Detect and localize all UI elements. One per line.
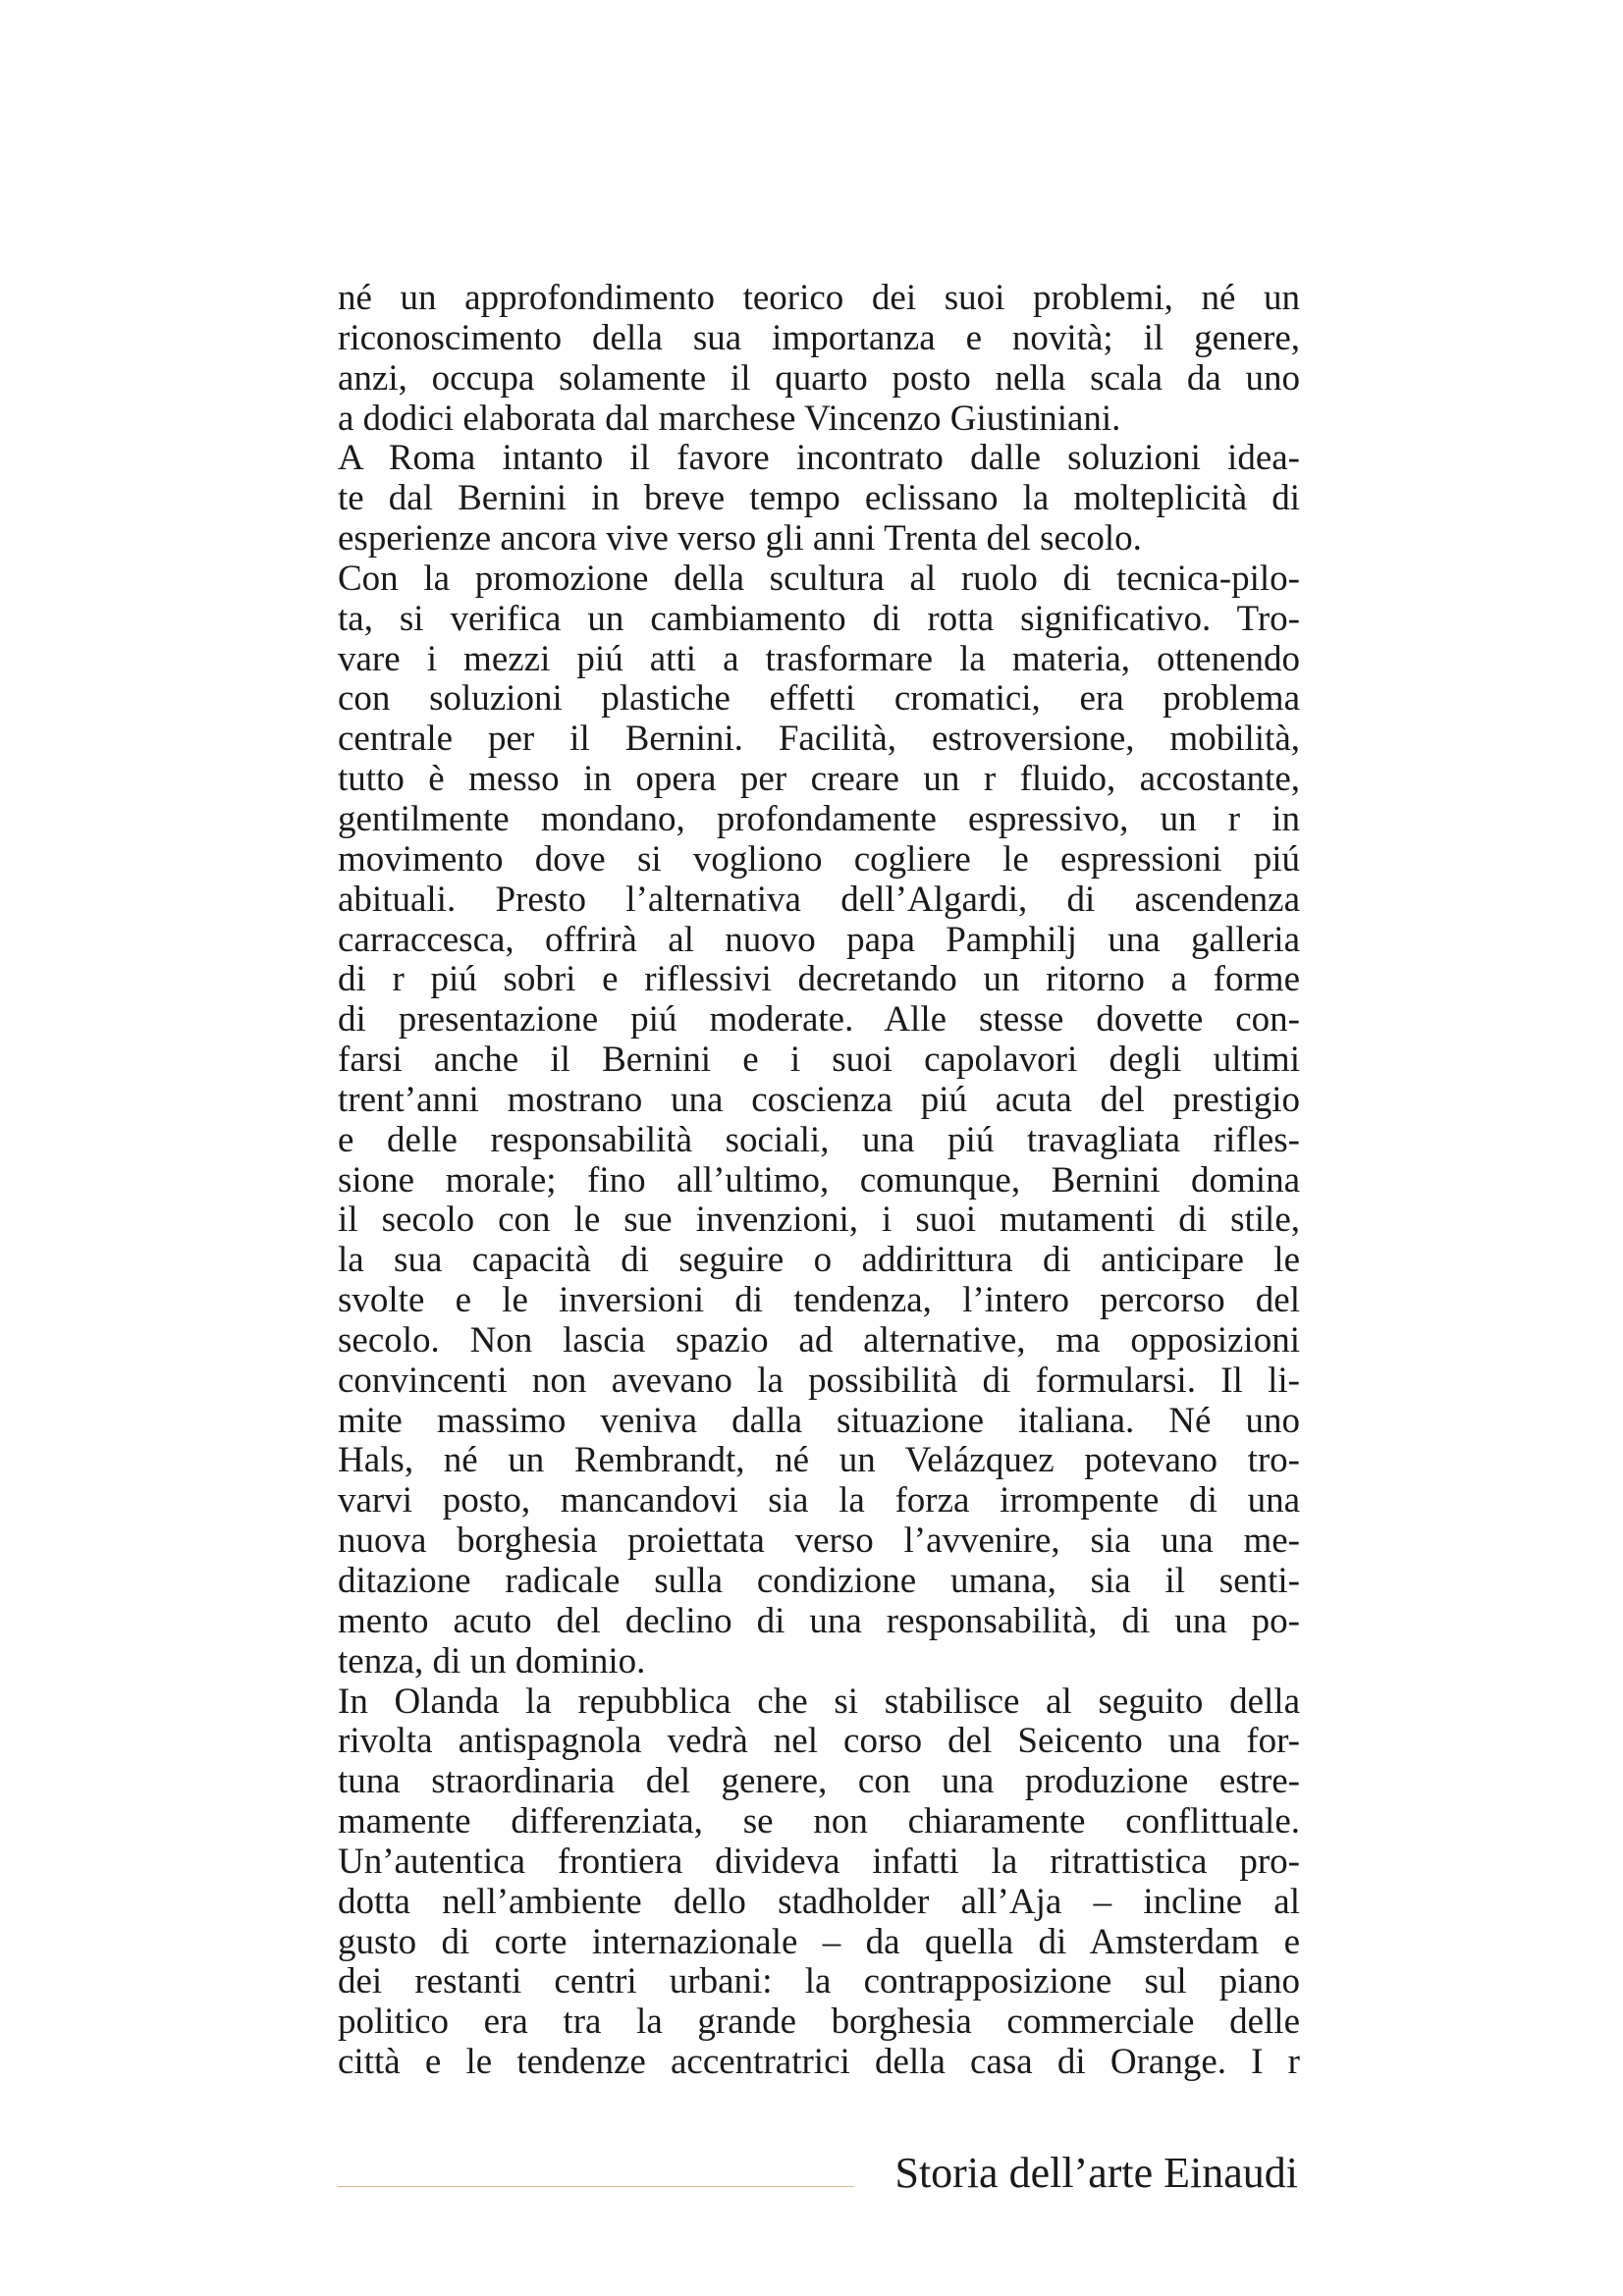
- text-line: centrale per il Bernini. Facilità, estroversione, mobilità,: [338, 719, 1300, 760]
- text-line: mento acuto del declino di una responsabilità, di una po-: [338, 1600, 1300, 1641]
- text-line: rivolta antispagnola vedrà nel corso del Seicento una for-: [338, 1721, 1300, 1762]
- text-line: mite massimo veniva dalla situazione italiana. Né uno: [338, 1400, 1300, 1441]
- text-line: sione morale; fino all’ultimo, comunque, Bernini domina: [338, 1159, 1300, 1201]
- text-line: esperienze ancora vive verso gli anni Trenta del secolo.: [338, 518, 1142, 560]
- text-line: abituali. Presto l’alternativa dell’Algardi, di ascendenza: [338, 879, 1300, 920]
- text-line: Con la promozione della scultura al ruolo di tecnica-pilo-: [338, 558, 1300, 599]
- text-line: anzi, occupa solamente il quarto posto nella scala da uno: [338, 357, 1300, 399]
- text-line: riconoscimento della sua importanza e novità; il genere,: [338, 317, 1300, 358]
- text-line: città e le tendenze accentratrici della casa di Orange. I r: [338, 2042, 1300, 2083]
- text-line: tuna straordinaria del genere, con una produzione estre-: [338, 1761, 1300, 1802]
- text-line: carraccesca, offrirà al nuovo papa Pamphilj una galleria: [338, 919, 1300, 960]
- text-line: convincenti non avevano la possibilità di formularsi. Il li-: [338, 1360, 1300, 1401]
- text-line: Un’autentica frontiera divideva infatti la ritrattistica pro-: [338, 1841, 1300, 1882]
- text-line: dotta nell’ambiente dello stadholder all’Aja – incline al: [338, 1881, 1300, 1922]
- text-line: gentilmente mondano, profondamente espressivo, un r in: [338, 798, 1300, 839]
- text-line: secolo. Non lascia spazio ad alternative, ma opposizioni: [338, 1319, 1300, 1361]
- text-line: né un approfondimento teorico dei suoi problemi, né un: [338, 278, 1300, 318]
- text-line: vare i mezzi piú atti a trasformare la materia, ottenendo: [338, 638, 1300, 679]
- text-line: ditazione radicale sulla condizione umana, sia il senti-: [338, 1561, 1300, 1601]
- text-line: svolte e le inversioni di tendenza, l’intero percorso del: [338, 1280, 1300, 1321]
- body-text: [338, 279, 1300, 2083]
- footer-divider: [338, 2186, 854, 2187]
- text-line: di r piú sobri e riflessivi decretando un ritorno a forme: [338, 959, 1300, 1000]
- text-line: Hals, né un Rembrandt, né un Velázquez potevano tro-: [338, 1440, 1300, 1481]
- text-line: dei restanti centri urbani: la contrapposizione sul piano: [338, 1961, 1300, 2002]
- text-line: A Roma intanto il favore incontrato dalle soluzioni idea-: [338, 438, 1300, 479]
- text-line: politico era tra la grande borghesia commerciale delle: [338, 2002, 1300, 2043]
- text-line: tutto è messo in opera per creare un r fluido, accostante,: [338, 759, 1300, 800]
- text-line: e delle responsabilità sociali, una piú travagliata rifles-: [338, 1119, 1300, 1160]
- text-line: farsi anche il Bernini e i suoi capolavori degli ultimi: [338, 1040, 1300, 1081]
- text-line: di presentazione piú moderate. Alle stesse dovette con-: [338, 999, 1300, 1041]
- text-line: con soluzioni plastiche effetti cromatici, era problema: [338, 678, 1300, 720]
- text-line: mamente differenziata, se non chiaramente conflittuale.: [338, 1801, 1300, 1842]
- text-line: ta, si verifica un cambiamento di rotta significativo. Tro-: [338, 598, 1300, 639]
- footer-publication-title: Storia dell’arte Einaudi: [894, 2149, 1298, 2197]
- text-line: a dodici elaborata dal marchese Vincenzo Giustiniani.: [338, 398, 1121, 439]
- text-line: la sua capacità di seguire o addirittura di anticipare le: [338, 1240, 1300, 1281]
- text-line: il secolo con le sue invenzioni, i suoi mutamenti di stile,: [338, 1200, 1300, 1241]
- text-line: te dal Bernini in breve tempo eclissano la molteplicità di: [338, 478, 1300, 519]
- text-line: varvi posto, mancandovi sia la forza irrompente di una: [338, 1480, 1300, 1522]
- text-line: nuova borghesia proiettata verso l’avvenire, sia una me-: [338, 1521, 1300, 1562]
- text-line: tenza, di un dominio.: [338, 1640, 646, 1682]
- text-line: trent’anni mostrano una coscienza piú acuta del prestigio: [338, 1079, 1300, 1120]
- text-line: gusto di corte internazionale – da quella di Amsterdam e: [338, 1921, 1300, 1962]
- text-line: movimento dove si vogliono cogliere le espressioni piú: [338, 838, 1300, 880]
- text-line: In Olanda la repubblica che si stabilisce al seguito della: [338, 1681, 1300, 1722]
